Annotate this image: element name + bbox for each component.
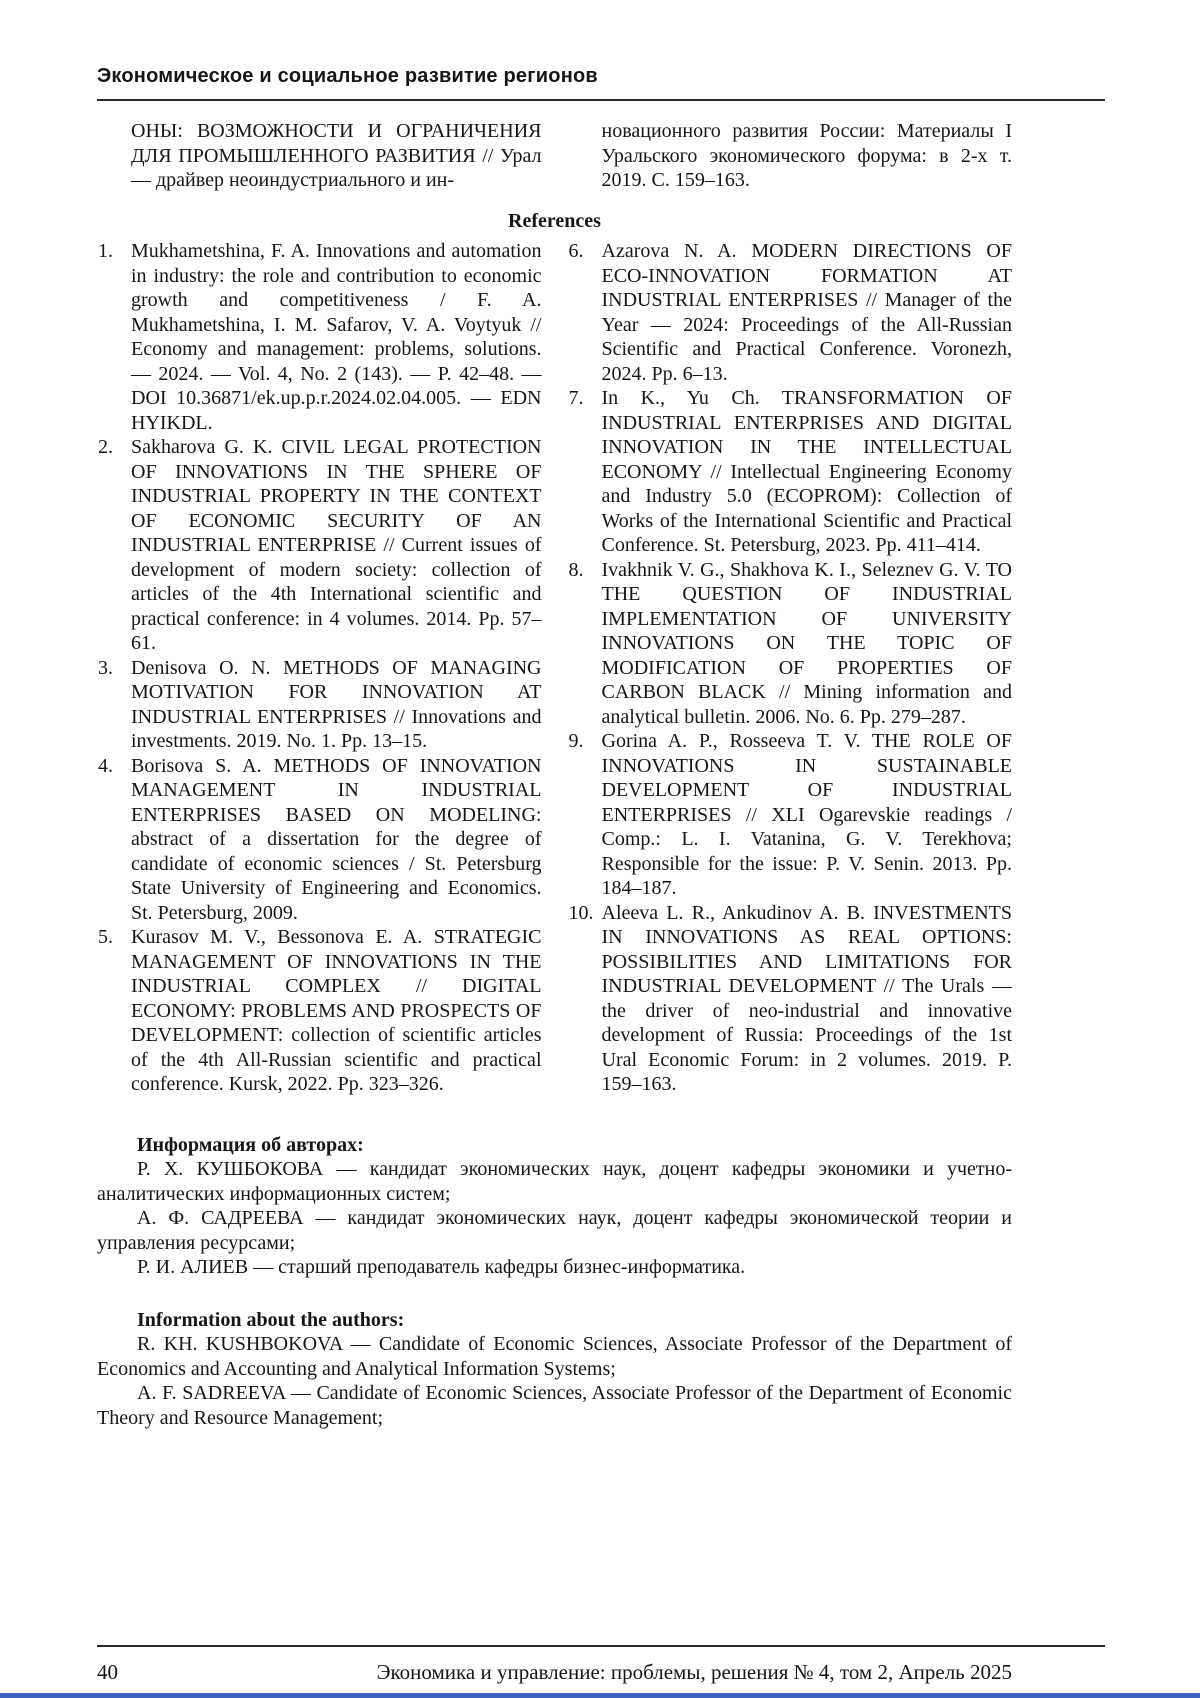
reference-number: 8. [568, 558, 584, 581]
reference-text: Azarova N. A. MODERN DIRECTIONS OF ECO-INNOVATION FORMATION AT INDUSTRIAL ENTERPRISES // Manager of the Year — 2024: Proceedings of the All-Russian Scientific and Practical Conference. Voronezh, 2024. Pp. 6–13. [601, 240, 1012, 385]
reference-number: 6. [568, 240, 584, 262]
authors-ru-heading: Информация об авторах: [137, 1133, 364, 1156]
authors-en-heading: Information about the authors: [137, 1308, 405, 1331]
reference-text: Borisova S. A. METHODS OF INNOVATION MANAGEMENT IN INDUSTRIAL ENTERPRISES BASED ON MODELING: abstract of a dissertation for the degree of candidate of economic sciences / St. Petersburg State University of Engineering and Economics. St. Petersburg, 2009. [131, 754, 542, 924]
reference-item [568, 239, 1013, 386]
reference-item [568, 558, 1013, 730]
reference-text: Denisova O. N. METHODS OF MANAGING MOTIVATION FOR INNOVATION AT INDUSTRIAL ENTERPRISES // Innovations and investments. 2019. No. 1. Pp. 13–15. [131, 656, 542, 752]
author-paragraph: R. KH. KUSHBOKOVA — Candidate of Economic Sciences, Associate Professor of the Department of Economics and Accounting and Analytical Information Systems; [97, 1333, 1012, 1380]
reference-item [97, 754, 542, 926]
page-number: 40 [97, 1660, 118, 1684]
footer-row [97, 1660, 1012, 1685]
continuation-paragraph-left: ОНЫ: ВОЗМОЖНОСТИ И ОГРАНИЧЕНИЯ ДЛЯ ПРОМЫШЛЕННОГО РАЗВИТИЯ // Урал — драйвер неоиндустриального и ин- [131, 120, 542, 191]
reference-item [97, 925, 542, 1097]
reference-text: Mukhametshina, F. A. Innovations and automation in industry: the role and contribution to economic growth and competitiveness / F. A. Mukhametshina, I. M. Safarov, V. A. Voytyuk // Economy and management: problems, solutions. — 2024. — Vol. 4, No. 2 (143). — P. 42–48. — DOI 10.36871/ek.up.p.r.2024.02.04.005. — EDN HYIKDL. [131, 240, 542, 434]
continuation-left-column [97, 119, 542, 193]
reference-number: 4. [98, 754, 113, 777]
reference-number: 3. [98, 656, 113, 679]
references-left-column [97, 239, 542, 1097]
author-paragraph: Р. И. АЛИЕВ — старший преподаватель кафедры бизнес-информатика. [137, 1256, 746, 1278]
author-paragraph: Р. Х. КУШБОКОВА — кандидат экономических наук, доцент кафедры экономики и учетно-аналитических информационных систем; [97, 1158, 1012, 1205]
reference-number: 9. [568, 730, 584, 752]
author-paragraph: А. Ф. САДРЕЕВА — кандидат экономических наук, доцент кафедры экономической теории и управления ресурсами; [97, 1207, 1012, 1254]
continuation-right-column [568, 119, 1013, 193]
reference-number: 10. [568, 901, 594, 924]
reference-text: Sakharova G. K. CIVIL LEGAL PROTECTION OF INNOVATIONS IN THE SPHERE OF INDUSTRIAL PROPERTY IN THE CONTEXT OF ECONOMIC SECURITY OF AN INDUSTRIAL ENTERPRISE // Current issues of development of modern society: collection of articles of the 4th International scientific and practical conference: in 4 volumes. 2014. Pp. 57–61. [131, 436, 542, 654]
text-block [97, 119, 1012, 1430]
reference-number: 1. [98, 240, 113, 262]
references-right-column [568, 239, 1013, 1097]
journal-title-line: Экономика и управление: проблемы, решения № 4, том 2, Апрель 2025 [376, 1660, 1012, 1684]
page-bottom-border [0, 1693, 1200, 1698]
reference-number: 2. [98, 436, 113, 458]
reference-item [568, 729, 1013, 901]
reference-text: Ivakhnik V. G., Shakhova K. I., Seleznev G. V. TO THE QUESTION OF INDUSTRIAL IMPLEMENTATION OF UNIVERSITY INNOVATIONS ON THE TOPIC OF MODIFICATION OF PROPERTIES OF CARBON BLACK // Mining information and analytical bulletin. 2006. No. 6. Pp. 279–287. [601, 558, 1012, 728]
reference-number: 7. [568, 387, 584, 409]
continuation-columns [97, 119, 1012, 193]
page-footer [97, 1645, 1105, 1685]
references-heading: References [508, 209, 601, 232]
reference-text: Gorina A. P., Rosseeva T. V. THE ROLE OF INNOVATIONS IN SUSTAINABLE DEVELOPMENT OF INDUSTRIAL ENTERPRISES // XLI Ogarevskie readings / Comp.: L. I. Vatanina, G. V. Terekhova; Responsible for the issue: P. V. Senin. 2013. Pp. 184–187. [601, 730, 1012, 899]
reference-item [568, 901, 1013, 1097]
reference-item [568, 386, 1013, 558]
author-paragraph: A. F. SADREEVA — Candidate of Economic Sciences, Associate Professor of the Department of Economic Theory and Resource Management; [97, 1382, 1012, 1429]
reference-item [97, 435, 542, 656]
reference-item [97, 656, 542, 754]
running-head: Экономическое и социальное развитие регионов [97, 64, 1105, 101]
authors-info-en [97, 1308, 1012, 1431]
continuation-paragraph-right: новационного развития России: Материалы I Уральского экономического форума: в 2-х т. 2019. С. 159–163. [601, 120, 1012, 191]
reference-text: In K., Yu Ch. TRANSFORMATION OF INDUSTRIAL ENTERPRISES AND DIGITAL INNOVATION IN THE INTELLECTUAL ECONOMY // Intellectual Engineering Economy and Industry 5.0 (ECOPROM): Collection of Works of the International Scientific and Practical Conference. St. Petersburg, 2023. Pp. 411–414. [601, 387, 1012, 556]
reference-item [97, 239, 542, 435]
authors-info-ru [97, 1133, 1012, 1280]
reference-text: Aleeva L. R., Ankudinov A. B. INVESTMENTS IN INNOVATIONS AS REAL OPTIONS: POSSIBILITIES AND LIMITATIONS FOR INDUSTRIAL DEVELOPMENT // The Urals — the driver of neo-industrial and innovative development of Russia: Proceedings of the 1st Ural Economic Forum: in 2 volumes. 2019. P. 159–163. [601, 901, 1012, 1095]
reference-number: 5. [98, 926, 113, 948]
reference-text: Kurasov M. V., Bessonova E. A. STRATEGIC MANAGEMENT OF INNOVATIONS IN THE INDUSTRIAL COMPLEX // DIGITAL ECONOMY: PROBLEMS AND PROSPECTS OF DEVELOPMENT: collection of scientific articles of the 4th All-Russian scientific and practical conference. Kursk, 2022. Pp. 323–326. [131, 926, 542, 1095]
references-columns [97, 239, 1012, 1097]
